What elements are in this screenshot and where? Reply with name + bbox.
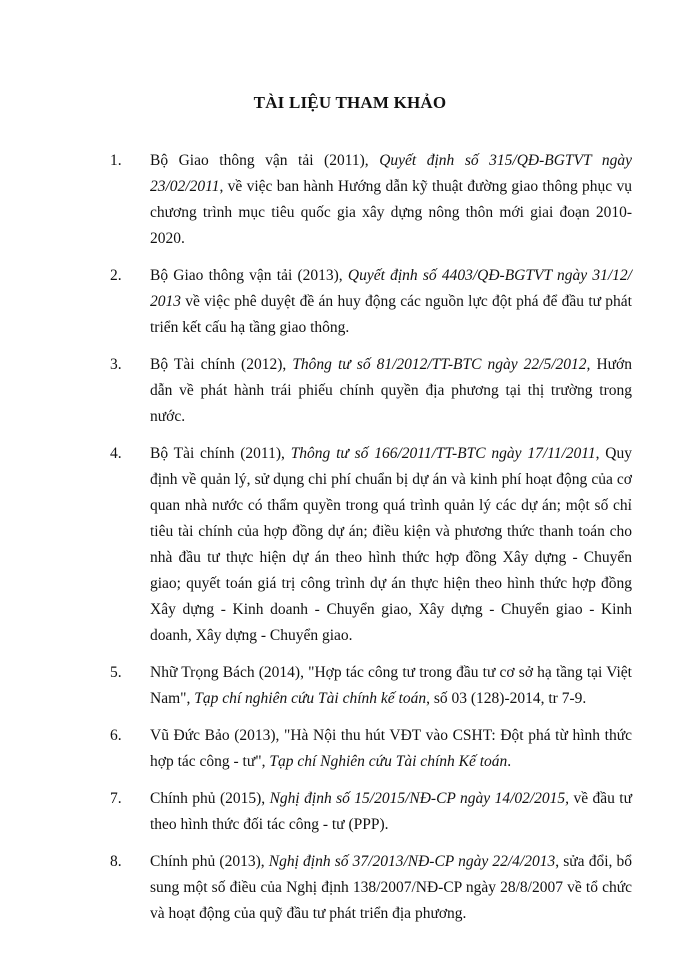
reference-item	[112, 849, 632, 927]
reference-text	[150, 660, 632, 712]
reference-source: Thông tư số 166/2011/TT-BTC ngày 17/11/2011	[290, 445, 596, 462]
reference-item	[112, 263, 632, 341]
reference-text	[150, 786, 632, 838]
page-title: TÀI LIỆU THAM KHẢO	[253, 93, 447, 112]
reference-number: 1.	[110, 152, 122, 169]
reference-author: Nhữ Trọng Bách (2014), "Hợp tác công tư trong đầu tư cơ sở hạ tầng tại Việt Nam",	[150, 664, 632, 707]
reference-source: Thông tư số 81/2012/TT-BTC ngày 22/5/2012,	[292, 356, 591, 373]
reference-text	[150, 441, 632, 649]
reference-number: 4.	[110, 445, 122, 462]
reference-author: Chính phủ (2015),	[150, 790, 270, 807]
reference-item	[112, 148, 632, 252]
reference-item	[112, 723, 632, 775]
reference-number: 6.	[110, 727, 122, 744]
reference-number: 2.	[110, 267, 122, 284]
reference-text	[150, 352, 632, 430]
reference-number: 3.	[110, 356, 122, 373]
reference-number: 8.	[110, 853, 122, 870]
reference-author: Bộ Giao thông vận tải (2011),	[150, 152, 380, 169]
reference-item	[112, 786, 632, 838]
reference-author: Chính phủ (2013),	[150, 853, 269, 870]
reference-source: Quyết định số 4403/QĐ-BGTVT ngày 31/12/ 2013	[150, 267, 632, 310]
reference-source: Nghị định số 37/2013/NĐ-CP ngày 22/4/2013	[268, 853, 556, 870]
reference-description: về đầu tư theo hình thức đối tác công - tư (PPP).	[150, 790, 633, 833]
reference-description: , số 03 (128)-2014, tr 7-9.	[426, 690, 587, 707]
reference-number: 7.	[110, 790, 122, 807]
reference-item	[112, 352, 632, 430]
reference-description: , sửa đổi, bổ sung một số điều của Nghị định 138/2007/NĐ-CP ngày 28/8/2007 về tổ chức và hoạt động của quỹ đầu tư phát triển địa phương.	[150, 853, 633, 922]
reference-text	[150, 849, 632, 927]
reference-description: , về việc ban hành Hướng dẫn kỹ thuật đường giao thông phục vụ chương trình mục tiêu quốc gia xây dựng nông thôn mới giai đoạn 2010-2020.	[150, 178, 632, 247]
reference-list	[112, 148, 632, 938]
reference-description: , Quy định về quản lý, sử dụng chi phí chuẩn bị dự án và kinh phí hoạt động của cơ quan nhà nước có thẩm quyền trong quá trình quản lý các dự án; một số chỉ tiêu tài chính của hợp đồng dự án; điều kiện và phương thức thanh toán cho nhà đầu tư thực hiện dự án theo hình thức hợp đồng Xây dựng - Chuyển giao; quyết toán giá trị công trình dự án thực hiện theo hình thức hợp đồng Xây dựng - Kinh doanh - Chuyển giao, Xây dựng - Chuyển giao - Kinh doanh, Xây dựng - Chuyển giao.	[150, 445, 632, 644]
reference-source: Quyết định số 315/QĐ-BGTVT ngày 23/02/2011	[150, 152, 632, 195]
reference-item	[112, 441, 632, 649]
reference-text	[150, 148, 632, 252]
reference-author: Vũ Đức Bảo (2013), "Hà Nội thu hút VĐT vào CSHT: Đột phá từ hình thức hợp tác công - tư",	[150, 727, 632, 770]
reference-author: Bộ Giao thông vận tải (2013),	[150, 267, 348, 284]
reference-description: về việc phê duyệt đề án huy động các nguồn lực đột phá để đầu tư phát triển kết cấu hạ tầng giao thông.	[150, 293, 632, 336]
reference-source: Nghị định số 15/2015/NĐ-CP ngày 14/02/2015,	[269, 790, 570, 807]
reference-author: Bộ Tài chính (2012),	[150, 356, 293, 373]
reference-description: .	[507, 753, 512, 770]
reference-number: 5.	[110, 664, 122, 681]
reference-description: Hướn dẫn về phát hành trái phiếu chính quyền địa phương tại thị trường trong nước.	[150, 356, 632, 425]
reference-text	[150, 263, 632, 341]
reference-author: Bộ Tài chính (2011),	[150, 445, 291, 462]
reference-source: Tạp chí Nghiên cứu Tài chính Kế toán	[269, 753, 508, 770]
reference-source: Tạp chí nghiên cứu Tài chính kế toán	[194, 690, 427, 707]
reference-item	[112, 660, 632, 712]
reference-text	[150, 723, 632, 775]
